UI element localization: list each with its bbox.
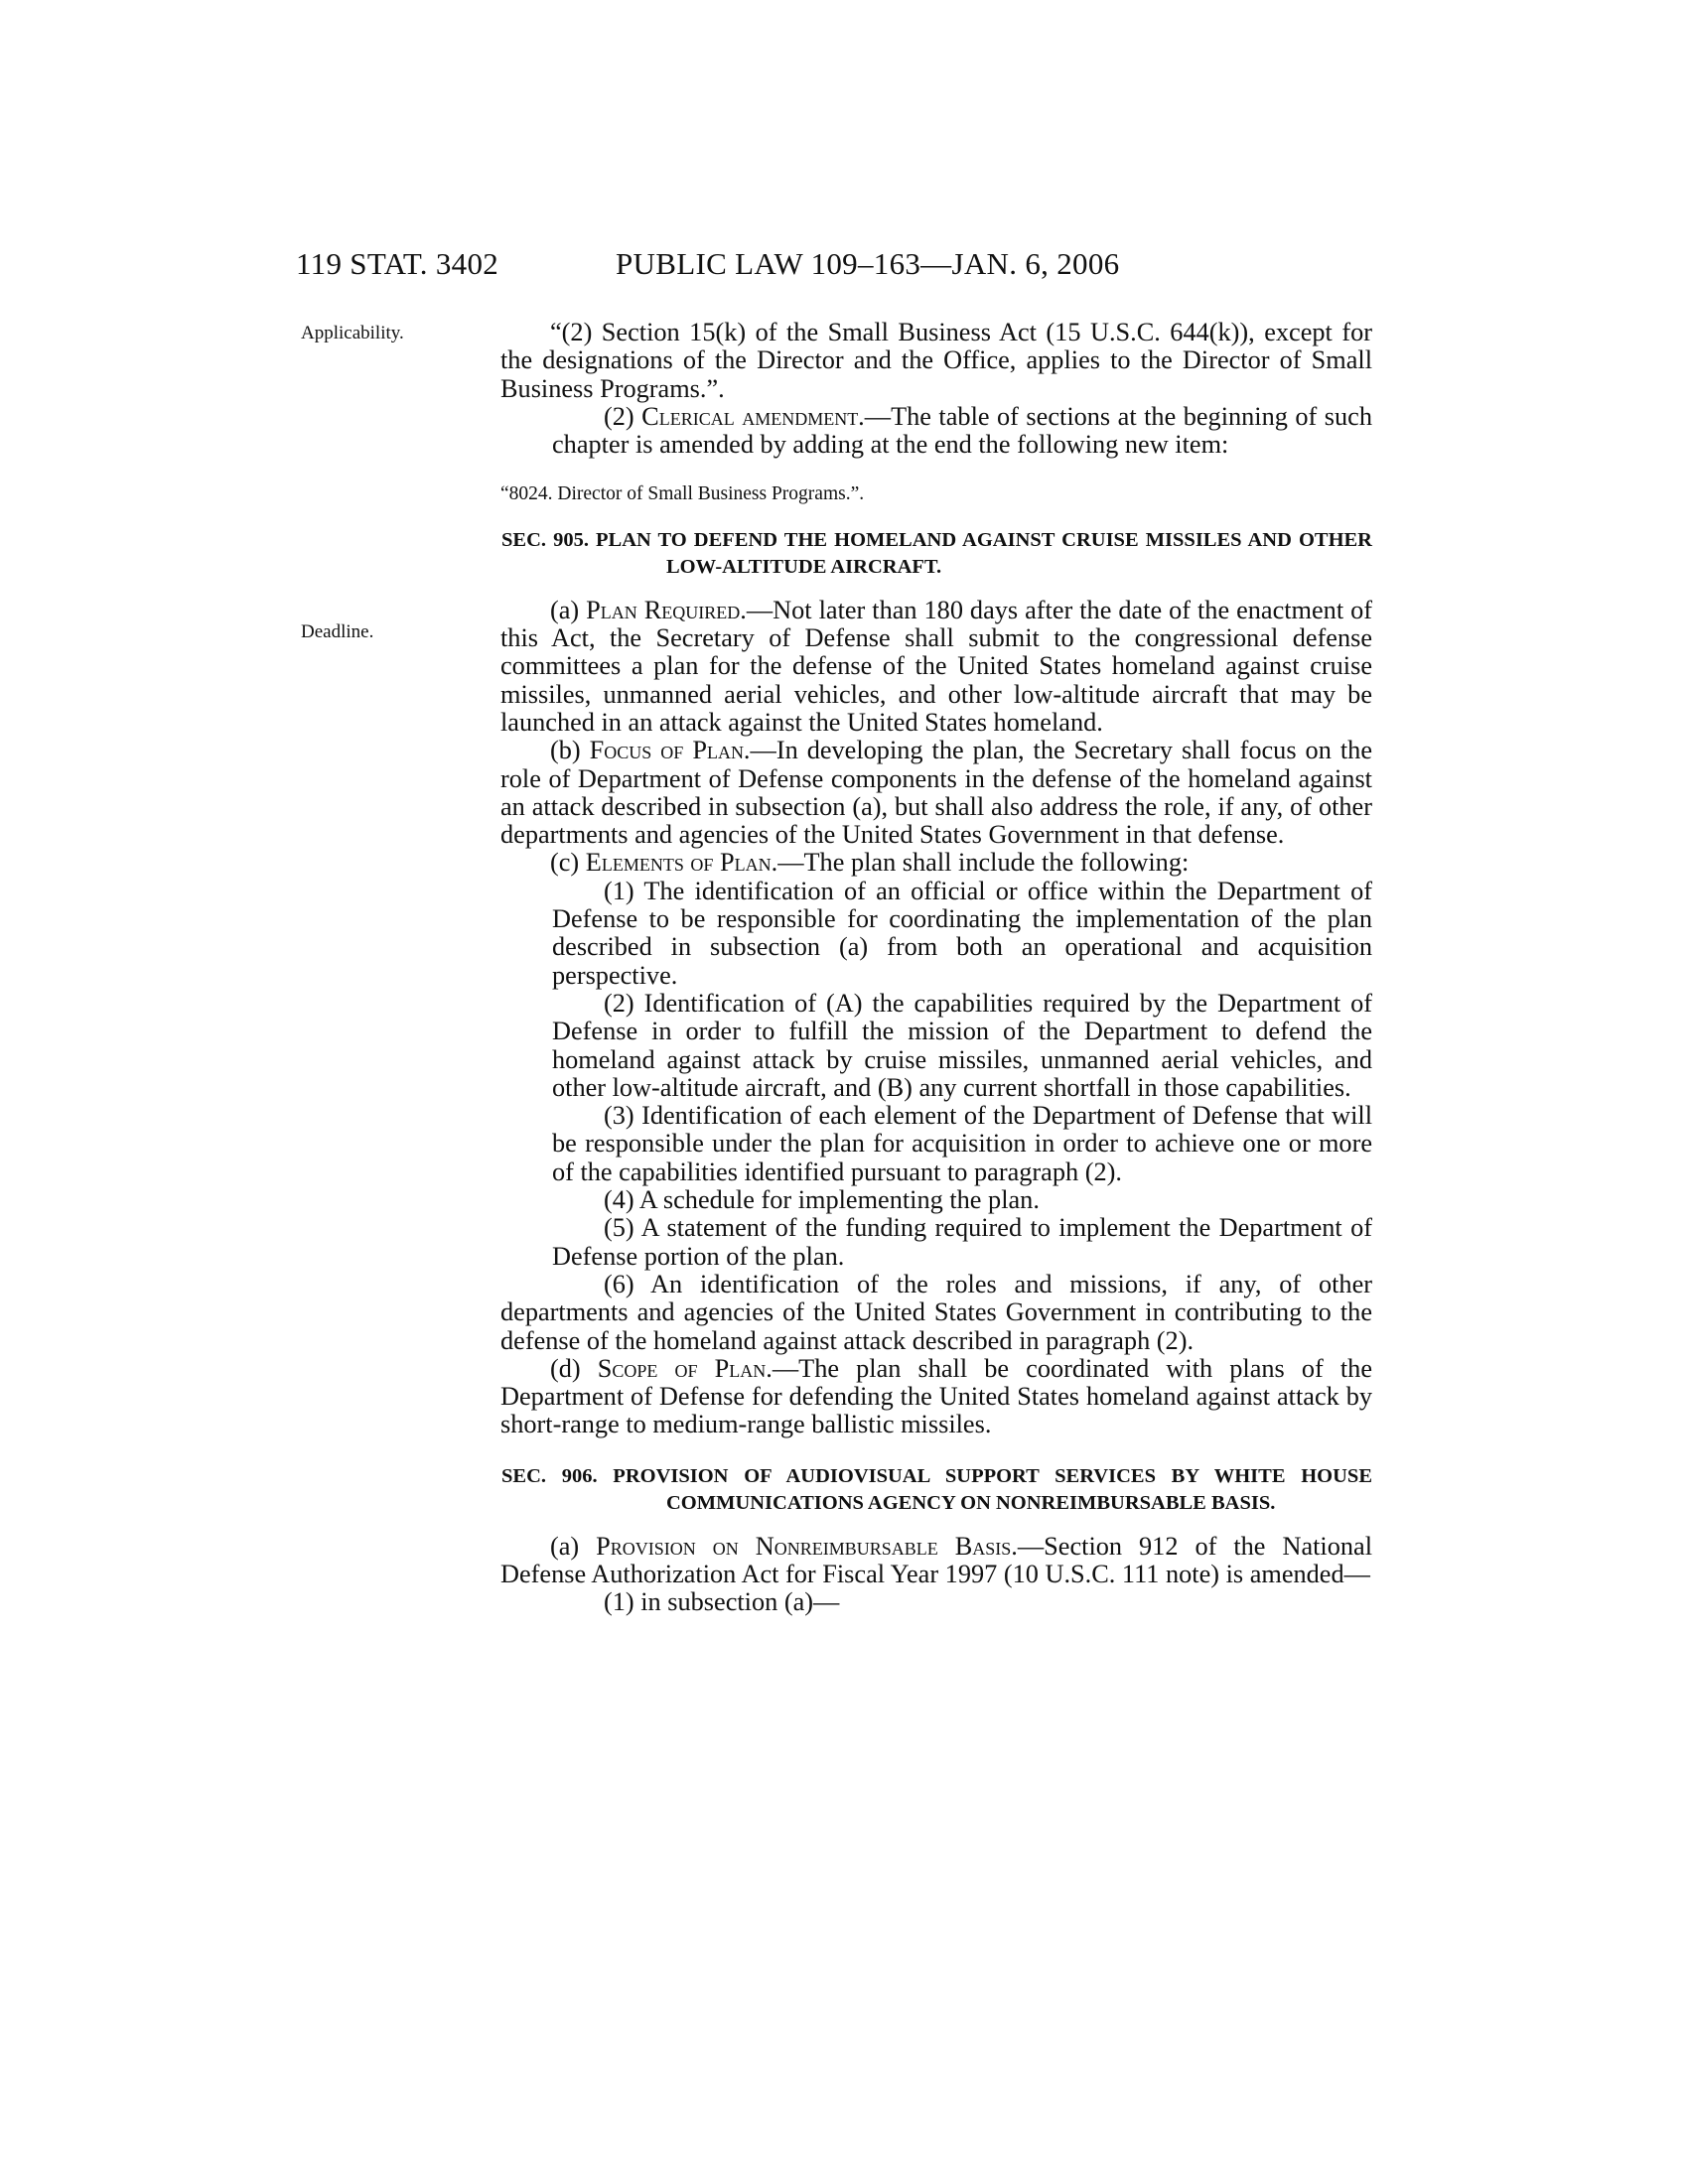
- quoted-paragraph-2: “(2) Section 15(k) of the Small Business Act (15 U.S.C. 644(k)), except for the designations of the Director and the Office, applies to the Director of Small Business Programs.”.: [500, 318, 1372, 403]
- public-law-header: PUBLIC LAW 109–163—JAN. 6, 2006: [616, 246, 1120, 281]
- section-906-list: [500, 1588, 1372, 1616]
- section-905-heading: SEC. 905. PLAN TO DEFEND THE HOMELAND AGAINST CRUISE MISSILES AND OTHER LOW-ALTITUDE AIRCRAFT.: [501, 528, 1372, 579]
- subsection-c: (c) Elements of Plan.—The plan shall include the following:: [550, 848, 1190, 878]
- main-text-column: [500, 319, 1372, 1617]
- section-906-subsection-a: (a) Provision on Nonreimbursable Basis.—Section 912 of the National Defense Authorization Act for Fiscal Year 1997 (10 U.S.C. 111 note) is amended—: [500, 1531, 1372, 1588]
- list-item: (3) Identification of each element of the Department of Defense that will be responsible under the plan for acquisition in order to achieve one or more of the capabilities identified pursuant to paragraph (2).: [552, 1101, 1372, 1186]
- clerical-amendment: (2) Clerical amendment.—The table of sections at the beginning of such chapter is amended by adding at the end the following new item:: [552, 401, 1372, 460]
- subsection-d-heading: Scope of Plan.: [597, 1353, 773, 1383]
- table-of-sections-item: “8024. Director of Small Business Programs.”.: [500, 483, 865, 505]
- list-item: (5) A statement of the funding required to implement the Department of Defense portion of the plan.: [552, 1213, 1372, 1271]
- subsection-c-heading: Elements of Plan.: [585, 848, 778, 878]
- section-906-subsection-a-heading: Provision on Nonreimbursable Basis.: [596, 1531, 1018, 1561]
- clerical-amendment-heading: Clerical amendment.: [641, 401, 865, 431]
- section-906-heading: SEC. 906. PROVISION OF AUDIOVISUAL SUPPORT SERVICES BY WHITE HOUSE COMMUNICATIONS AGENCY ON NONREIMBURSABLE BASIS.: [501, 1464, 1372, 1515]
- subsection-d: (d) Scope of Plan.—The plan shall be coordinated with plans of the Department of Defense for defending the United States homeland against attack by short-range to medium-range ballistic missiles.: [500, 1353, 1372, 1439]
- page-stat-citation: 119 STAT. 3402: [296, 246, 499, 281]
- margin-note-applicability: Applicability.: [301, 323, 404, 343]
- subsection-c-list: [500, 878, 1372, 1271]
- margin-note-deadline: Deadline.: [301, 621, 374, 642]
- subsection-b: (b) Focus of Plan.—In developing the plan, the Secretary shall focus on the role of Department of Defense components in the defense of the homeland against an attack described in subsection (a), but shall also address the role, if any, of other departments and agencies of the United States Government in that defense.: [500, 736, 1372, 850]
- list-item: (6) An identification of the roles and missions, if any, of other departments and agencies of the United States Government in contributing to the defense of the homeland against attack described in paragraph (2).: [500, 1269, 1372, 1355]
- list-item: (1) in subsection (a)—: [604, 1587, 840, 1617]
- list-item: (1) The identification of an official or office within the Department of Defense to be responsible for coordinating the implementation of the plan described in subsection (a) from both an operational and acquisition perspective.: [552, 876, 1372, 990]
- clerical-amendment-block: [500, 403, 1372, 460]
- subsection-a: (a) Plan Required.—Not later than 180 days after the date of the enactment of this Act, the Secretary of Defense shall submit to the congressional defense committees a plan for the defense of the United States homeland against cruise missiles, unmanned aerial vehicles, and other low-altitude aircraft that may be launched in an attack against the United States homeland.: [500, 595, 1373, 737]
- subsection-b-heading: Focus of Plan.: [589, 736, 751, 765]
- list-item: (2) Identification of (A) the capabilities required by the Department of Defense in order to fulfill the mission of the Department to defend the homeland against attack by cruise missiles, unmanned aerial vehicles, and other low-altitude aircraft, and (B) any current shortfall in those capabilities.: [552, 988, 1372, 1102]
- list-item: (4) A schedule for implementing the plan.: [604, 1185, 1040, 1215]
- subsection-a-heading: Plan Required.: [586, 595, 747, 624]
